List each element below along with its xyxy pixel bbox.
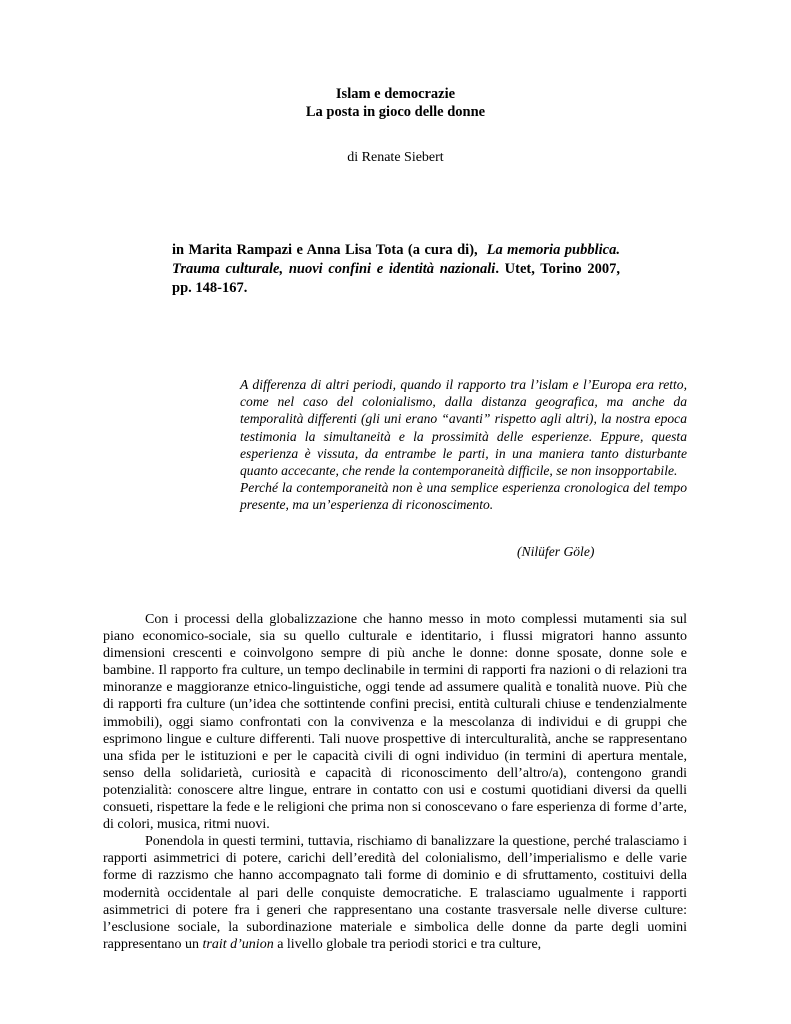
body-italic-phrase: trait d’union [202,936,274,952]
subtitle: La posta in gioco delle donne [305,104,486,120]
epigraph [240,376,687,514]
title-block [0,85,791,121]
epigraph-source: (Nilüfer Göle) [517,544,595,559]
citation-prefix: in Marita Rampazi e Anna Lisa Tota (a cura di), [172,242,478,258]
epigraph-paragraph: Perché la contemporaneità non è una semplice esperienza cronologica del tempo presente, ma un’esperienza di riconoscimento. [240,480,687,513]
citation-suffix: . Utet, Torino 2007, pp. 148-167. [172,261,621,296]
title: Islam e democrazie [335,86,456,102]
epigraph-paragraph: A differenza di altri periodi, quando il rapporto tra l’islam e l’Europa era retto, come nel caso del colonialismo, dalla distanza geografica, ma anche da temporalità differenti (gli uni erano “avanti” rispetto agli altri), la nostra epoca testimonia la simultaneità e la prossimità delle esperienze. Eppure, questa esperienza è vissuta, da entrambe le parti, in una maniera tanto disturbante quanto accecante, che rende la contemporaneità difficile, se non insopportabile. [240,377,687,479]
body-text [103,611,687,953]
body-paragraph-text: Ponendola in questi termini, tuttavia, rischiamo di banalizzare la questione, perché tralasciamo i rapporti asimmetrici di potere, carichi dell’eredità del colonialismo, dell’imperialismo e delle varie forme di razzismo che hanno accompagnato tali forme di dominio e di sfruttamento, costituivi della modernità occidentale al pari delle conquiste democratiche. E tralasciamo ugualmente i rapporti asimmetrici di potere fra i generi che rappresentano una costante trasversale nelle diverse culture: l’esclusione sociale, la subordinazione materiale e simbolica delle donne da parte degli uomini rappresentano un [103,834,687,952]
author: di Renate Siebert [347,150,444,165]
body-paragraph: Con i processi della globalizzazione che hanno messo in moto complessi mutamenti sia sul piano economico-sociale, sia su quello culturale e identitario, i flussi migratori hanno assunto dimensioni crescenti e coinvolgono sempre di più anche le donne: donne sposate, donne sole e bambine. Il rapporto fra culture, un tempo declinabile in termini di rapporti fra nazioni o di relazioni tra minoranze e maggioranze etnico-linguistiche, oggi tende ad assumere qualità e tonalità nuove. Più che di rapporti fra culture (un’idea che sottintende confini precisi, entità culturali chiuse e tendenzialmente immobili), oggi siamo confrontati con la convivenza e la mescolanza di individui e di gruppi che esprimono lingue e culture differenti. Tali nuove prospettive di interculturalità, anche se rappresentano una sfida per le istituzioni e per le capacità civili di ogni individuo (in termini di apertura mentale, senso della solidarietà, curiosità e capacità di riconoscimento dell’altro/a), contengono grandi potenzialità: conoscere altre lingue, entrare in contatto con usi e costumi quotidiani diversi da quelli consueti, rispettare la fede e le religioni che prima non si conoscevano o fare esperienza di forme d’arte, di colori, musica, ritmi nuovi. [103,612,687,833]
body-paragraph-text: a livello globale tra periodi storici e tra culture, [277,936,542,952]
citation-book-title: La memoria pubblica. Trauma culturale, nuovi confini e identità nazionali [172,242,620,277]
citation [172,241,620,298]
body-paragraph [103,833,687,953]
